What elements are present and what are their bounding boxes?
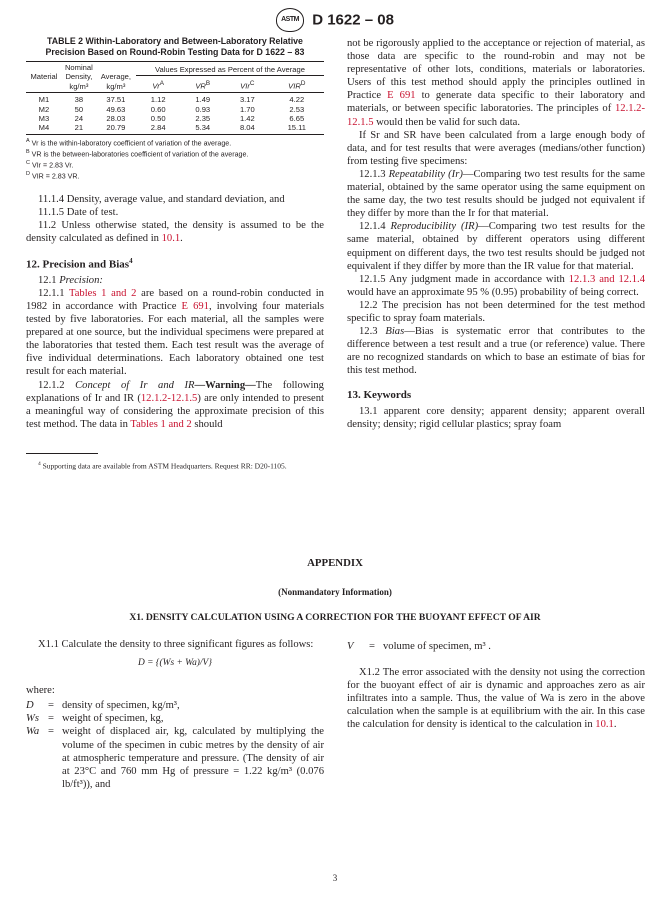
link-12-1-3-and-12-1-4[interactable]: 12.1.3 and 12.1.4 [568,273,645,285]
para-13-1: 13.1 apparent core density; apparent density; apparent overall density; density; rigid cellular plastics; spray foam [347,405,645,430]
appendix-left-column [26,638,324,791]
para-12-1-1: 12.1.1 Tables 1 and 2 are based on a round-robin conducted in 1982 in accordance with Practice E 691, involving four materials tested by five laboratories. For each material, all the samples were prepared at one source, but the individual specimens were prepared at the laboratories that tested them. Each test result was the average of five individual determinations. Each laboratory obtained one test result for each material. [26,287,324,378]
para-x1-2: X1.2 The error associated with the density not using the correction for the buoyant effect of air is dynamic and approaches zero as air infiltrates into a sample. Thus, the value of Wa is zero in the above calculation when the sample is at equilibrium with the air. In this case the calculation for density is identical to the calculation in 10.1. [347,667,645,731]
para-12-1-2: 12.1.2 Concept of Ir and IR—Warning—The following explanations of Ir and IR (12.1.2-12.1.5) are only intended to present a meaningful way of considering the approximate precision of this test method. The data in Tables 1 and 2 should [26,379,324,430]
link-e-691[interactable]: E 691 [387,90,416,102]
para-12-1: 12.1 Precision: [38,274,103,286]
table-row: M3 24 28.03 0.50 2.35 1.42 6.65 [38,114,305,124]
footnote-divider [26,453,98,454]
para-12-1-2-continued: not be rigorously applied to the acceptance or rejection of material, as those data are specific to the round-robin and may not be representative of other lots, conditions, materials or laboratories. Users of this test method should apply the principles outlined in Practice E 691 to generate data specific to their laboratory and materials, or between specific laboratories. The principles of 12.1.2-12.1.5 would then be valid for such data. [347,38,646,128]
table-footnotes [26,137,324,181]
page-header [0,8,670,32]
col-group-percent: Values Expressed as Percent of the Average [136,62,324,76]
table-footnote-b: $^B$ VR is the between-laboratories coefficient of variation of the average. [26,148,249,159]
x1-title: X1. DENSITY CALCULATION USING A CORRECTION FOR THE BUOYANT EFFECT OF AIR [129,612,541,623]
appendix-title: APPENDIX [307,557,363,569]
variable-definitions [26,699,324,791]
table-footnote-d: $^D$ VIR = 2.83 VR. [26,170,80,181]
col-material: Material [26,62,62,93]
table-row: M2 50 49.63 0.60 0.93 1.70 2.53 [38,104,305,114]
table-2-title: TABLE 2 Within-Laboratory and Between-Laboratory Relative Precision Based on Round-Robin Testing Data for D 1622 – 83 [45,36,305,57]
para-11-1-5: 11.1.5 Date of test. [38,206,119,218]
link-10-1[interactable]: 10.1 [161,232,181,244]
link-10-1[interactable]: 10.1 [595,719,614,731]
table-row: M4 21 20.79 2.84 5.34 8.04 15.11 [26,123,324,134]
para-11-1-4: 11.1.4 Density, average value, and standard deviation, and [38,193,285,205]
para-if-sr-sR: If Sr and SR have been calculated from a large enough body of data, and for test results that were averages (medians/other function) from testing five specimens: [347,129,645,167]
link-e-691[interactable]: E 691 [181,300,209,312]
col-nominal-density: Nominal Density, kg/m³ [62,62,96,93]
definition-v: V = volume of specimen, m³ . [347,641,491,652]
astm-logo-icon: ASTM [276,8,304,32]
para-12-1-5: 12.1.5 Any judgment made in accordance with 12.1.3 and 12.1.4 would have an approximate 95 % (0.95) probability of being correct. [347,273,645,298]
link-12-1-2-12-1-5[interactable]: 12.1.2-12.1.5 [347,103,645,128]
link-tables-1-and-2[interactable]: Tables 1 and 2 [130,418,192,430]
col-vir: VIr$^C$ [240,80,255,91]
right-column [347,37,645,431]
footnote-4: $^4$ Supporting data are available from ASTM Headquarters. Request RR: D20-1105. [38,460,287,471]
section-13-heading: 13. Keywords [347,389,412,402]
where-label: where: [26,685,55,697]
appendix-right-column [347,640,645,732]
link-12-1-2-12-1-5[interactable]: 12.1.2-12.1.5 [140,392,198,404]
col-average: Average, kg/m³ [96,62,136,93]
para-12-1-3: 12.1.3 Repeatability (Ir)—Comparing two test results for the same material, obtained by the same operator using the same equipment on the same day, the two test results should be judged not equivalent if they differ by more than the Ir for that material. [347,168,645,220]
density-equation: D = {(Ws + Wa)/V} [138,658,212,669]
table-footnote-c: $^C$ VIr = 2.83 Vr. [26,159,74,170]
para-12-3: 12.3 Bias—Bias is systematic error that contributes to the difference between a test result and a true (or reference) value. There are no recognized standards on which to base an estimate of bias for this test method. [347,326,645,377]
col-viR: $VIR^D$ [288,80,306,91]
document-code: D 1622 – 08 [312,11,394,29]
col-vr: $Vr^A$ [152,80,165,91]
col-vR: $VR^B$ [195,80,211,91]
para-12-2: 12.2 The precision has not been determined for the test method specific to spray foam materials. [347,299,645,324]
para-11-2: 11.2 Unless otherwise stated, the density is assumed to be the density calculated as defined in 10.1. [26,219,324,244]
para-x1-1: X1.1 Calculate the density to three significant figures as follows: [38,639,314,650]
para-12-1-4: 12.1.4 Reproducibility (IR)—Comparing two test results for the same material, obtained by different operators using different equipment on different days, the two test results should be judged not equivalent if they differ by more than the IR value for that material. [347,221,646,272]
definition-ws: Ws = weight of specimen, kg, [26,713,164,725]
section-12-heading: 12. Precision and Bias$^4$ [26,257,133,271]
table-footnote-a: $^A$ Vr is the within-laboratory coefficient of variation of the average. [26,137,232,148]
definition-wa: Wa = weight of displaced air, kg, calculated by multiplying the volume of the specimen in cubic metres by the density of air at atmospheric temperature and pressure. (The density of air at 23°C and 760 mm Hg of pressure = 1.22 kg/m³ (0.076 lb/ft³)), and [26,726,324,790]
appendix-subtitle: (Nonmandatory Information) [278,587,392,597]
definition-d: D = density of specimen, kg/m³, [26,700,180,712]
left-column [26,36,324,471]
table-2 [26,61,324,135]
page-number: 3 [332,873,338,883]
link-tables-1-and-2[interactable]: Tables 1 and 2 [68,287,137,299]
table-row: M1 38 37.51 1.12 1.49 3.17 4.22 [26,93,324,105]
